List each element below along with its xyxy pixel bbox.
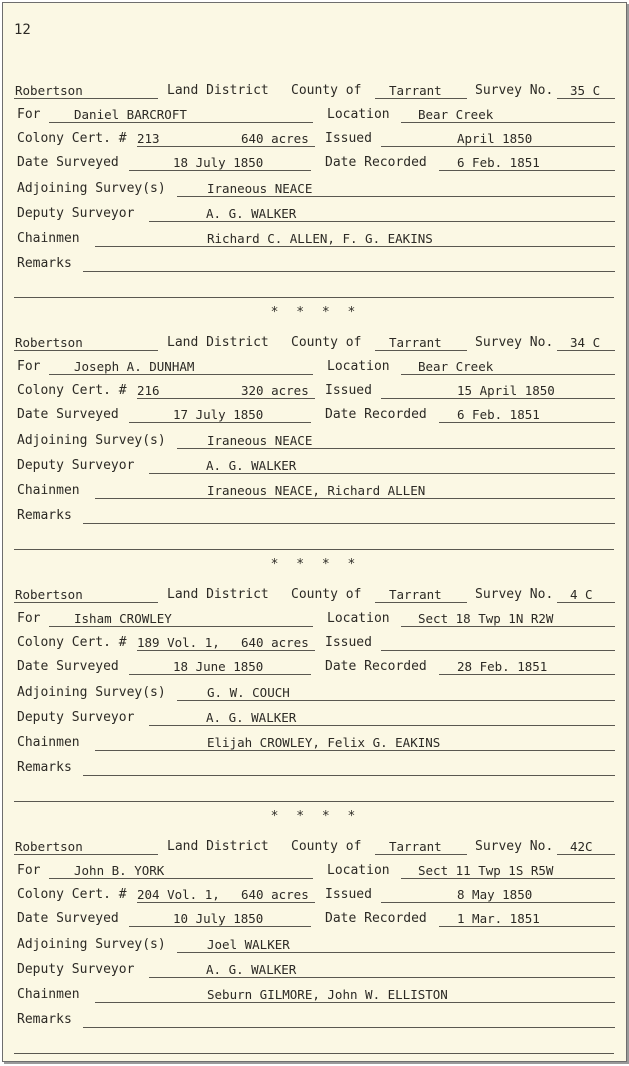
adjoining-label: Adjoining Survey(s) — [17, 181, 166, 196]
grantee-underline — [49, 878, 313, 879]
date-recorded-label: Date Recorded — [325, 911, 427, 926]
chainmen-label: Chainmen — [17, 735, 80, 750]
date-recorded-underline — [439, 674, 615, 675]
colony-cert-label: Colony Cert. # — [17, 887, 127, 902]
remarks-label: Remarks — [17, 256, 72, 271]
district-underline — [14, 602, 158, 603]
date-surveyed-value: 18 July 1850 — [173, 155, 264, 170]
county-underline — [375, 98, 467, 99]
land-district-label: Land District — [167, 839, 269, 854]
remarks-label: Remarks — [17, 508, 72, 523]
location-underline — [401, 626, 615, 627]
county-underline — [375, 350, 467, 351]
chainmen-underline — [95, 750, 615, 751]
colony-cert-label: Colony Cert. # — [17, 131, 127, 146]
acres-value: 640 acres — [241, 131, 309, 146]
chainmen-underline — [95, 1002, 615, 1003]
deputy-surveyor-value: A. G. WALKER — [206, 710, 297, 725]
cert-value: 189 Vol. 1, — [137, 635, 220, 650]
date-surveyed-label: Date Surveyed — [17, 407, 119, 422]
issued-label: Issued — [325, 131, 372, 146]
record-york — [3, 825, 627, 1055]
survey-no-label: Survey No. — [475, 587, 554, 602]
chainmen-label: Chainmen — [17, 987, 80, 1002]
adjoining-underline — [177, 700, 615, 701]
location-label: Location — [327, 107, 390, 122]
issued-underline — [381, 146, 615, 147]
remarks-second-line — [14, 297, 614, 298]
cert-value: 213 — [137, 131, 160, 146]
record-dunham — [3, 321, 627, 551]
grantee-underline — [49, 374, 313, 375]
acres-value: 640 acres — [241, 635, 309, 650]
location-label: Location — [327, 359, 390, 374]
land-district-label: Land District — [167, 83, 269, 98]
district-underline — [14, 350, 158, 351]
deputy-surveyor-label: Deputy Surveyor — [17, 710, 135, 725]
survey-no-value: 35 C — [570, 83, 601, 98]
grantee-value: Daniel BARCROFT — [74, 107, 187, 122]
date-recorded-label: Date Recorded — [325, 659, 427, 674]
adjoining-value: G. W. COUCH — [207, 685, 290, 700]
issued-value: April 1850 — [457, 131, 533, 146]
date-surveyed-label: Date Surveyed — [17, 155, 119, 170]
grantee-value: Isham CROWLEY — [74, 611, 172, 626]
remarks-underline — [83, 271, 615, 272]
location-value: Bear Creek — [418, 107, 494, 122]
cert-underline — [137, 902, 315, 903]
cert-value: 216 — [137, 383, 160, 398]
grantee-underline — [49, 122, 313, 123]
chainmen-value: Seburn GILMORE, John W. ELLISTON — [207, 987, 448, 1002]
date-recorded-label: Date Recorded — [325, 155, 427, 170]
deputy-surveyor-value: A. G. WALKER — [206, 458, 297, 473]
cert-underline — [137, 398, 315, 399]
deputy-surveyor-value: A. G. WALKER — [206, 962, 297, 977]
for-label: For — [17, 611, 41, 626]
deputy-surveyor-label: Deputy Surveyor — [17, 458, 135, 473]
date-recorded-underline — [439, 422, 615, 423]
date-surveyed-value: 17 July 1850 — [173, 407, 264, 422]
survey-no-value: 34 C — [570, 335, 601, 350]
location-label: Location — [327, 863, 390, 878]
remarks-second-line — [14, 549, 614, 550]
location-label: Location — [327, 611, 390, 626]
document-page — [2, 2, 627, 1062]
acres-value: 640 acres — [241, 887, 309, 902]
remarks-label: Remarks — [17, 760, 72, 775]
chainmen-value: Elijah CROWLEY, Felix G. EAKINS — [207, 735, 441, 750]
for-label: For — [17, 107, 41, 122]
survey-no-value: 42C — [570, 839, 593, 854]
district-underline — [14, 854, 158, 855]
county-underline — [375, 602, 467, 603]
issued-label: Issued — [325, 383, 372, 398]
date-surveyed-underline — [129, 674, 311, 675]
date-recorded-underline — [439, 926, 615, 927]
for-label: For — [17, 863, 41, 878]
record-barcroft — [3, 69, 627, 299]
date-recorded-value: 28 Feb. 1851 — [457, 659, 548, 674]
chainmen-underline — [95, 246, 615, 247]
deputy-surveyor-underline — [149, 977, 615, 978]
county-label: County of — [291, 83, 362, 98]
date-surveyed-underline — [129, 926, 311, 927]
issued-value: 8 May 1850 — [457, 887, 533, 902]
deputy-surveyor-underline — [149, 221, 615, 222]
location-underline — [401, 122, 615, 123]
adjoining-label: Adjoining Survey(s) — [17, 685, 166, 700]
cert-underline — [137, 146, 315, 147]
chainmen-value: Richard C. ALLEN, F. G. EAKINS — [207, 231, 433, 246]
chainmen-label: Chainmen — [17, 483, 80, 498]
remarks-underline — [83, 1027, 615, 1028]
grantee-value: John B. YORK — [74, 863, 165, 878]
county-label: County of — [291, 839, 362, 854]
remarks-label: Remarks — [17, 1012, 72, 1027]
remarks-underline — [83, 523, 615, 524]
remarks-second-line — [14, 801, 614, 802]
county-value: Tarrant — [389, 83, 442, 98]
issued-underline — [381, 902, 615, 903]
deputy-surveyor-label: Deputy Surveyor — [17, 206, 135, 221]
county-value: Tarrant — [389, 839, 442, 854]
chainmen-underline — [95, 498, 615, 499]
location-underline — [401, 878, 615, 879]
deputy-surveyor-label: Deputy Surveyor — [17, 962, 135, 977]
county-value: Tarrant — [389, 335, 442, 350]
land-district-label: Land District — [167, 335, 269, 350]
date-recorded-value: 6 Feb. 1851 — [457, 407, 540, 422]
date-recorded-label: Date Recorded — [325, 407, 427, 422]
county-label: County of — [291, 587, 362, 602]
issued-label: Issued — [325, 635, 372, 650]
date-surveyed-label: Date Surveyed — [17, 911, 119, 926]
deputy-surveyor-underline — [149, 473, 615, 474]
survey-no-label: Survey No. — [475, 839, 554, 854]
adjoining-underline — [177, 952, 615, 953]
date-surveyed-label: Date Surveyed — [17, 659, 119, 674]
location-value: Bear Creek — [418, 359, 494, 374]
date-recorded-value: 1 Mar. 1851 — [457, 911, 540, 926]
survey-no-underline — [557, 854, 615, 855]
colony-cert-label: Colony Cert. # — [17, 383, 127, 398]
county-label: County of — [291, 335, 362, 350]
district-value: Robertson — [15, 839, 83, 854]
remarks-second-line — [14, 1053, 614, 1054]
issued-value: 15 April 1850 — [457, 383, 555, 398]
location-value: Sect 18 Twp 1N R2W — [418, 611, 554, 626]
acres-value: 320 acres — [241, 383, 309, 398]
date-recorded-value: 6 Feb. 1851 — [457, 155, 540, 170]
adjoining-value: Joel WALKER — [207, 937, 290, 952]
grantee-value: Joseph A. DUNHAM — [74, 359, 195, 374]
colony-cert-label: Colony Cert. # — [17, 635, 127, 650]
cert-value: 204 Vol. 1, — [137, 887, 220, 902]
chainmen-label: Chainmen — [17, 231, 80, 246]
district-value: Robertson — [15, 83, 83, 98]
location-underline — [401, 374, 615, 375]
adjoining-value: Iraneous NEACE — [207, 433, 313, 448]
district-underline — [14, 98, 158, 99]
record-crowley — [3, 573, 627, 803]
remarks-underline — [83, 775, 615, 776]
adjoining-label: Adjoining Survey(s) — [17, 937, 166, 952]
survey-no-label: Survey No. — [475, 83, 554, 98]
date-recorded-underline — [439, 170, 615, 171]
adjoining-value: Iraneous NEACE — [207, 181, 313, 196]
record-separator: * * * * — [270, 557, 361, 572]
issued-underline — [381, 650, 615, 651]
date-surveyed-underline — [129, 422, 311, 423]
location-value: Sect 11 Twp 1S R5W — [418, 863, 554, 878]
survey-no-underline — [557, 602, 615, 603]
issued-label: Issued — [325, 887, 372, 902]
record-separator: * * * * — [270, 305, 361, 320]
survey-no-value: 4 C — [570, 587, 593, 602]
deputy-surveyor-value: A. G. WALKER — [206, 206, 297, 221]
for-label: For — [17, 359, 41, 374]
page-number: 12 — [14, 22, 31, 38]
survey-no-underline — [557, 350, 615, 351]
chainmen-value: Iraneous NEACE, Richard ALLEN — [207, 483, 426, 498]
land-district-label: Land District — [167, 587, 269, 602]
date-surveyed-value: 10 July 1850 — [173, 911, 264, 926]
date-surveyed-underline — [129, 170, 311, 171]
county-value: Tarrant — [389, 587, 442, 602]
date-surveyed-value: 18 June 1850 — [173, 659, 264, 674]
issued-underline — [381, 398, 615, 399]
grantee-underline — [49, 626, 313, 627]
cert-underline — [137, 650, 315, 651]
county-underline — [375, 854, 467, 855]
survey-no-underline — [557, 98, 615, 99]
survey-no-label: Survey No. — [475, 335, 554, 350]
deputy-surveyor-underline — [149, 725, 615, 726]
record-separator: * * * * — [270, 809, 361, 824]
district-value: Robertson — [15, 587, 83, 602]
adjoining-underline — [177, 196, 615, 197]
district-value: Robertson — [15, 335, 83, 350]
adjoining-label: Adjoining Survey(s) — [17, 433, 166, 448]
adjoining-underline — [177, 448, 615, 449]
